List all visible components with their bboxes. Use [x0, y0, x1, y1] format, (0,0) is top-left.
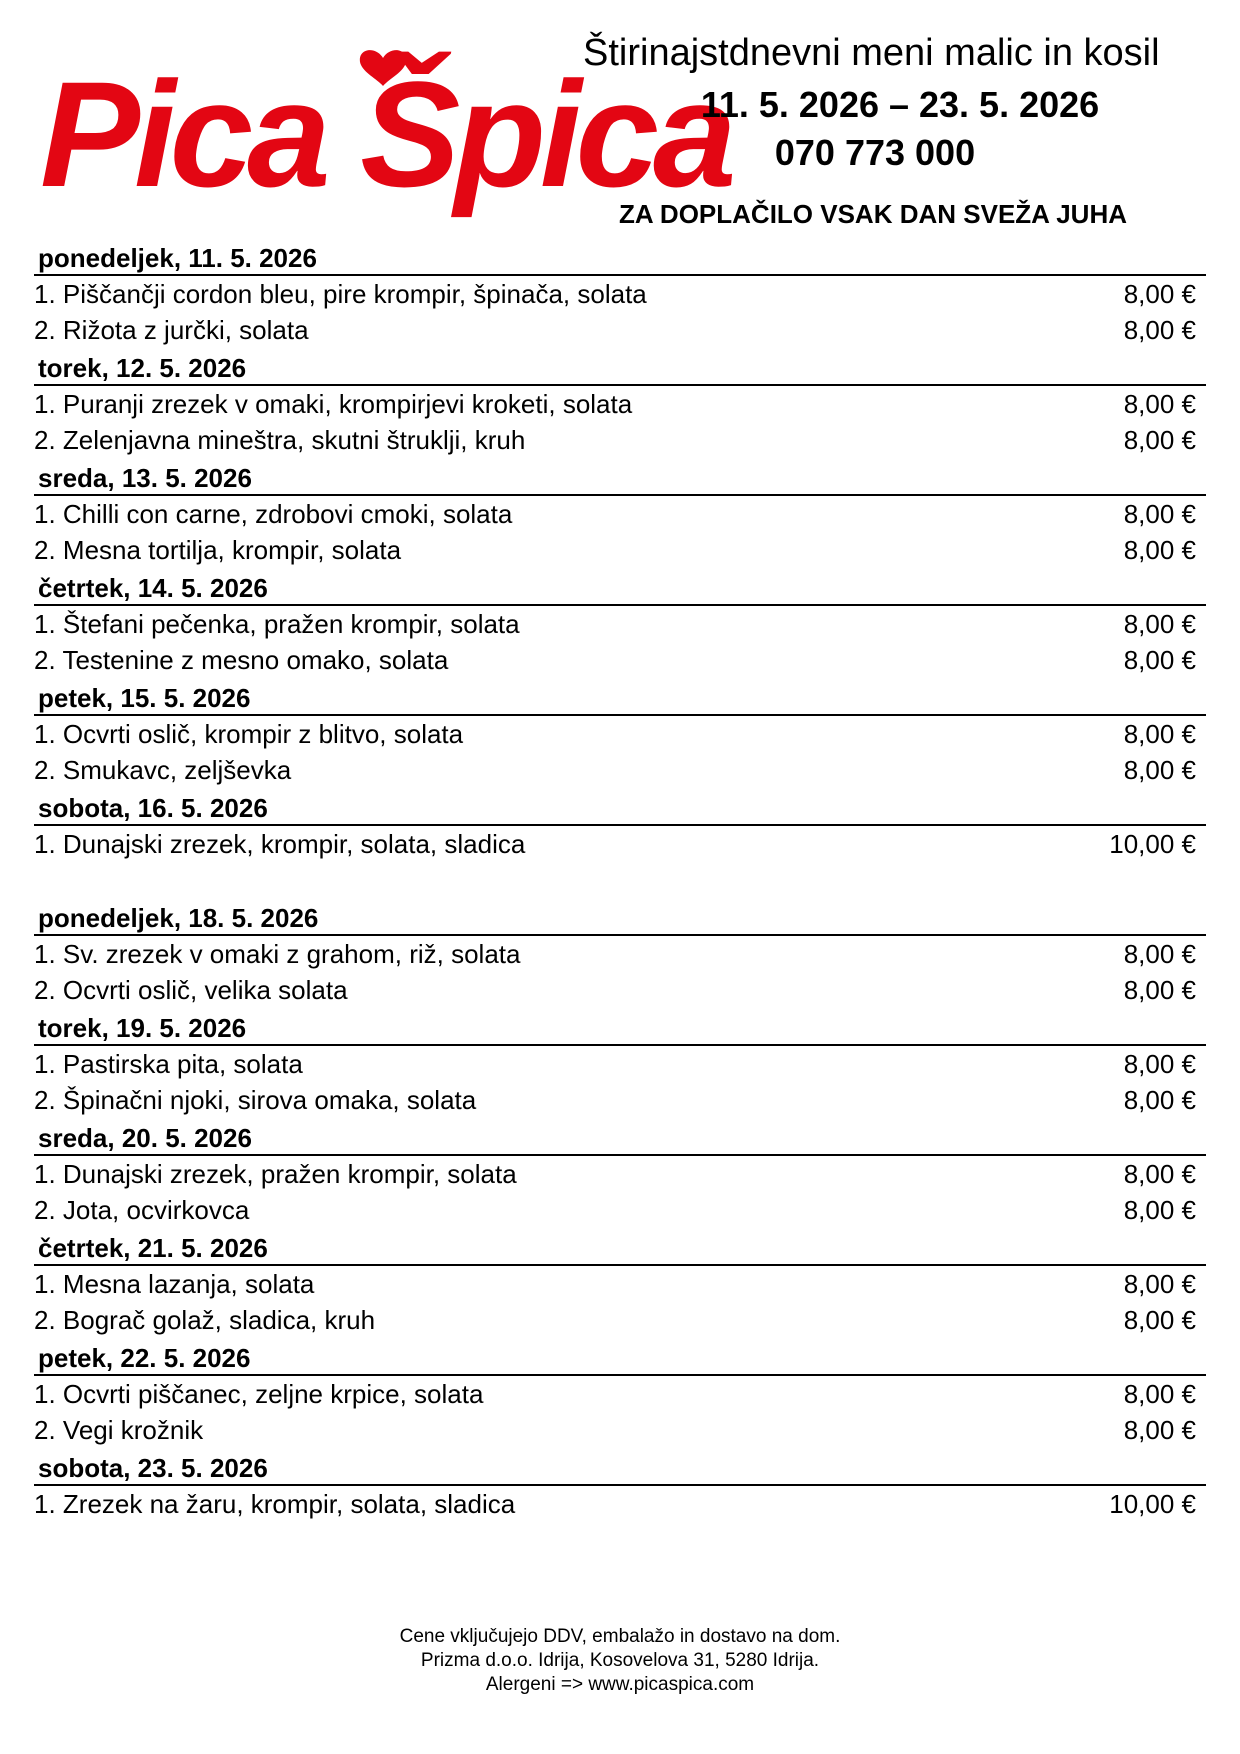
day-header: sobota, 23. 5. 2026: [34, 1452, 1206, 1486]
menu-item: [34, 826, 1206, 862]
item-name: 2. Smukavc, zeljševka: [34, 755, 292, 785]
menu-item: [34, 1302, 1206, 1338]
brand-logo-graphic: [36, 36, 731, 226]
menu-item: [34, 752, 1206, 788]
menu-item: [34, 496, 1206, 532]
item-price: 8,00 €: [1123, 1305, 1196, 1335]
item-name: 1. Dunajski zrezek, pražen krompir, solata: [34, 1159, 517, 1189]
item-price: 8,00 €: [1123, 425, 1196, 455]
footer-company-address: Prizma d.o.o. Idrija, Kosovelova 31, 5280 Idrija.: [420, 1650, 820, 1671]
menu-title: Štirinajstdnevni meni malic in kosil: [583, 32, 1160, 74]
item-price: 8,00 €: [1123, 499, 1196, 529]
brand-logo-text: Pica Špica: [40, 50, 731, 218]
day-block: [34, 792, 1206, 862]
item-price: 8,00 €: [1123, 645, 1196, 675]
week-separator: [34, 862, 1206, 902]
day-header: torek, 19. 5. 2026: [34, 1012, 1206, 1046]
item-price: 8,00 €: [1123, 609, 1196, 639]
item-name: 1. Ocvrti piščanec, zeljne krpice, solata: [34, 1379, 484, 1409]
item-price: 8,00 €: [1123, 1049, 1196, 1079]
menu-item: [34, 386, 1206, 422]
day-block: [34, 902, 1206, 1008]
day-header: četrtek, 14. 5. 2026: [34, 572, 1206, 606]
item-name: 1. Zrezek na žaru, krompir, solata, sladica: [34, 1489, 516, 1519]
menu-item: [34, 642, 1206, 678]
menu-item: [34, 1082, 1206, 1118]
item-name: 2. Mesna tortilja, krompir, solata: [34, 535, 402, 565]
menu-item: [34, 532, 1206, 568]
item-price: 8,00 €: [1123, 1379, 1196, 1409]
day-block: [34, 462, 1206, 568]
menu-item: [34, 716, 1206, 752]
day-block: [34, 242, 1206, 348]
item-name: 1. Chilli con carne, zdrobovi cmoki, solata: [34, 499, 513, 529]
brand-logo: [36, 36, 731, 226]
item-name: 2. Ocvrti oslič, velika solata: [34, 975, 348, 1005]
menu-item: [34, 276, 1206, 312]
day-block: [34, 1452, 1206, 1522]
item-name: 2. Jota, ocvirkovca: [34, 1195, 250, 1225]
item-name: 2. Testenine z mesno omako, solata: [34, 645, 449, 675]
day-block: [34, 1342, 1206, 1448]
item-name: 1. Pastirska pita, solata: [34, 1049, 303, 1079]
item-name: 1. Ocvrti oslič, krompir z blitvo, solata: [34, 719, 464, 749]
footer-price-note: Cene vključujejo DDV, embalažo in dostavo na dom.: [399, 1626, 841, 1647]
day-header: četrtek, 21. 5. 2026: [34, 1232, 1206, 1266]
item-name: 2. Bograč golaž, sladica, kruh: [34, 1305, 376, 1335]
item-name: 1. Puranji zrezek v omaki, krompirjevi kroketi, solata: [34, 389, 633, 419]
item-name: 1. Dunajski zrezek, krompir, solata, sladica: [34, 829, 526, 859]
item-price: 8,00 €: [1123, 975, 1196, 1005]
item-price: 8,00 €: [1123, 1269, 1196, 1299]
day-header: sreda, 13. 5. 2026: [34, 462, 1206, 496]
day-header: ponedeljek, 11. 5. 2026: [34, 242, 1206, 276]
menu-item: [34, 1376, 1206, 1412]
menu-item: [34, 1266, 1206, 1302]
day-header: petek, 15. 5. 2026: [34, 682, 1206, 716]
day-block: [34, 682, 1206, 788]
item-price: 8,00 €: [1123, 755, 1196, 785]
item-price: 8,00 €: [1123, 1195, 1196, 1225]
menu-item: [34, 1486, 1206, 1522]
week-2: [34, 902, 1206, 1522]
item-price: 10,00 €: [1109, 829, 1196, 859]
day-header: sreda, 20. 5. 2026: [34, 1122, 1206, 1156]
item-price: 8,00 €: [1123, 1415, 1196, 1445]
day-block: [34, 1122, 1206, 1228]
day-block: [34, 572, 1206, 678]
menu-item: [34, 1156, 1206, 1192]
item-name: 1. Piščančji cordon bleu, pire krompir, špinača, solata: [34, 279, 647, 309]
item-name: 1. Sv. zrezek v omaki z grahom, riž, solata: [34, 939, 521, 969]
day-block: [34, 352, 1206, 458]
soup-notice: ZA DOPLAČILO VSAK DAN SVEŽA JUHA: [619, 199, 1127, 229]
item-price: 8,00 €: [1123, 279, 1196, 309]
item-price: 8,00 €: [1123, 939, 1196, 969]
item-price: 10,00 €: [1109, 1489, 1196, 1519]
item-name: 2. Zelenjavna mineštra, skutni štruklji, kruh: [34, 425, 526, 455]
menu-item: [34, 606, 1206, 642]
item-price: 8,00 €: [1123, 315, 1196, 345]
menu-date-range: 11. 5. 2026 – 23. 5. 2026: [700, 84, 1100, 125]
day-block: [34, 1012, 1206, 1118]
item-price: 8,00 €: [1123, 1085, 1196, 1115]
item-name: 2. Vegi krožnik: [34, 1415, 204, 1445]
menu-item: [34, 312, 1206, 348]
item-price: 8,00 €: [1123, 389, 1196, 419]
menu-item: [34, 972, 1206, 1008]
day-header: sobota, 16. 5. 2026: [34, 792, 1206, 826]
item-name: 2. Špinačni njoki, sirova omaka, solata: [34, 1085, 477, 1115]
week-1: [34, 242, 1206, 862]
day-block: [34, 1232, 1206, 1338]
item-price: 8,00 €: [1123, 1159, 1196, 1189]
menu-item: [34, 936, 1206, 972]
item-price: 8,00 €: [1123, 535, 1196, 565]
menu-item: [34, 1412, 1206, 1448]
day-header: torek, 12. 5. 2026: [34, 352, 1206, 386]
item-name: 1. Štefani pečenka, pražen krompir, solata: [34, 609, 520, 639]
item-name: 1. Mesna lazanja, solata: [34, 1269, 315, 1299]
item-price: 8,00 €: [1123, 719, 1196, 749]
phone-number: 070 773 000: [774, 132, 976, 173]
day-header: ponedeljek, 18. 5. 2026: [34, 902, 1206, 936]
day-header: petek, 22. 5. 2026: [34, 1342, 1206, 1376]
item-name: 2. Rižota z jurčki, solata: [34, 315, 309, 345]
menu-item: [34, 1192, 1206, 1228]
footer: [0, 1625, 1240, 1697]
menu-item: [34, 422, 1206, 458]
menu-item: [34, 1046, 1206, 1082]
menu-list: [34, 242, 1206, 1522]
footer-allergens-link[interactable]: Alergeni => www.picaspica.com: [485, 1674, 755, 1695]
